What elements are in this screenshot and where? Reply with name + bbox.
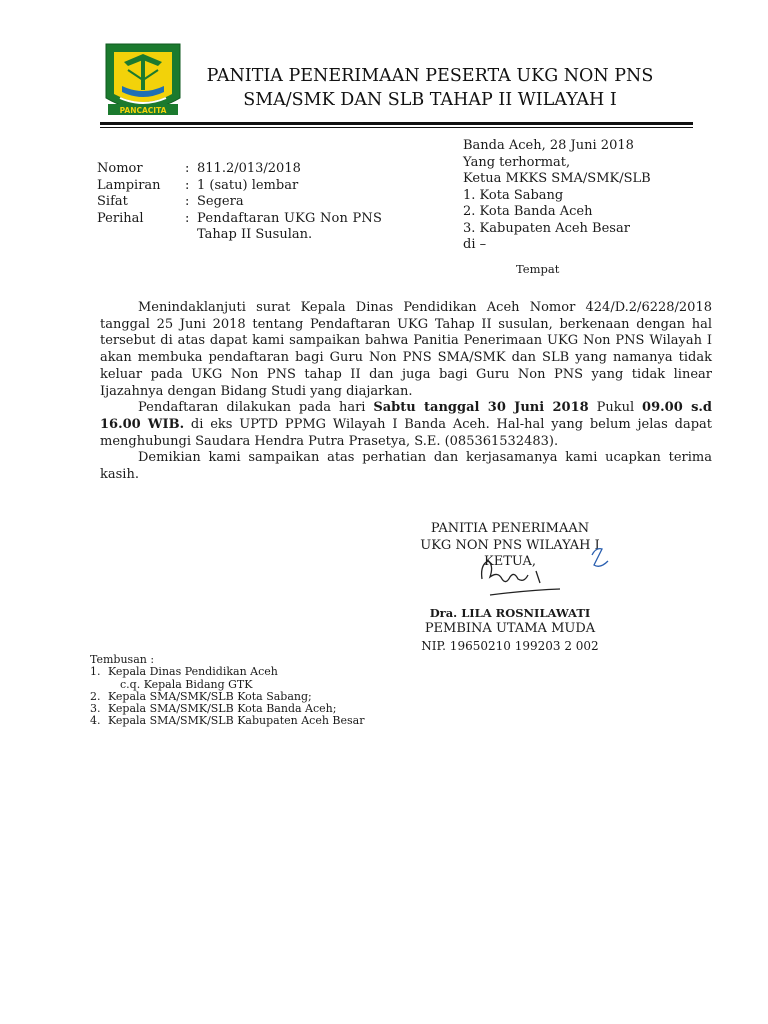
- body-p2-text: Pendaftaran dilakukan pada hari: [138, 400, 374, 416]
- copies-item-number: 4.: [90, 714, 101, 728]
- recipient-item: 2. Kota Banda Aceh: [463, 204, 593, 219]
- copies-item-number: 2.: [90, 689, 101, 703]
- copies-item-text: Kepala Dinas Pendidikan Aceh: [108, 665, 278, 679]
- copies-item: [90, 715, 364, 727]
- meta-separator: :: [185, 161, 190, 176]
- meta-lampiran-label: Lampiran: [97, 177, 161, 193]
- letterhead-rule-thin: [100, 127, 693, 128]
- meta-lampiran-value: 1 (satu) lembar: [197, 177, 299, 193]
- meta-perihal-label: Perihal: [97, 210, 144, 226]
- meta-separator: :: [185, 210, 190, 226]
- copies-item-text: Kepala SMA/SMK/SLB Kabupaten Aceh Besar: [108, 714, 365, 728]
- body-paragraph-3: Demikian kami sampaikan atas perhatian dan kerjasamanya kami ucapkan terima kasih.: [100, 450, 712, 483]
- signatory-nip: NIP. 19650210 199203 2 002: [421, 638, 599, 653]
- signatory-rank: PEMBINA UTAMA MUDA: [424, 621, 596, 636]
- meta-nomor: [97, 161, 382, 178]
- letter-meta: [97, 161, 382, 244]
- copies-list: [90, 654, 364, 728]
- handwritten-signature: [470, 535, 630, 610]
- body-p2-date: Sabtu tanggal 30 Juni 2018: [373, 400, 589, 416]
- letterhead-title: [170, 64, 690, 112]
- copies-item-number: 1.: [90, 665, 101, 679]
- letterhead-rule-thick: [100, 122, 693, 125]
- meta-sifat: [97, 194, 382, 211]
- salutation: Yang terhormat,: [463, 154, 571, 170]
- signature-line2: UKG NON PNS WILAYAH I: [420, 537, 600, 553]
- body-paragraph-2: [100, 400, 712, 450]
- copies-item-text: Kepala SMA/SMK/SLB Kota Banda Aceh;: [108, 702, 337, 716]
- recipient-item: 1. Kota Sabang: [463, 187, 564, 203]
- body-p2-time: 09.00 s.d 16.00 WIB.: [100, 400, 713, 432]
- copies-item: [90, 666, 364, 678]
- recipient-place: Tempat: [516, 262, 560, 276]
- copies-item-text: Kepala SMA/SMK/SLB Kota Sabang;: [108, 689, 312, 703]
- letter-date: Banda Aceh, 28 Juni 2018: [463, 138, 634, 153]
- recipient-title: Ketua MKKS SMA/SMK/SLB: [463, 171, 651, 186]
- meta-perihal-value: Pendaftaran UKG Non PNS: [197, 210, 383, 226]
- logo-text: PANCACITA: [119, 106, 167, 115]
- meta-perihal-value-cont: Tahap II Susulan.: [197, 227, 313, 242]
- meta-nomor-value: 811.2/013/2018: [197, 161, 301, 176]
- copies-heading: Tembusan :: [90, 653, 155, 666]
- letterhead-title-line2: SMA/SMK DAN SLB TAHAP II WILAYAH I: [243, 90, 617, 110]
- recipient-item: 3. Kabupaten Aceh Besar: [463, 220, 630, 236]
- body-paragraph-1: Menindaklanjuti surat Kepala Dinas Pendidikan Aceh Nomor 424/D.2/6228/2018 tanggal 25 Juni 2018 tentang Pendaftaran UKG Tahap II susulan, berkenaan dengan hal tersebut di atas dapat kami sampaikan bahwa Panitia Penerimaan UKG Non PNS Wilayah I akan membuka pendaftaran bagi Guru Non PNS SMA/SMK dan SLB yang namanya tidak keluar pada UKG Non PNS tahap II dan juga bagi Guru Non PNS yang tidak linear Ijazahnya dengan Bidang Studi yang diajarkan.: [100, 300, 712, 399]
- meta-lampiran: [97, 178, 382, 195]
- signatory-name: Dra. LILA ROSNILAWATI: [429, 605, 591, 620]
- copies-item-sub: c.q. Kepala Bidang GTK: [120, 677, 253, 691]
- meta-sifat-label: Sifat: [97, 194, 128, 209]
- letterhead-title-line1: PANITIA PENERIMAAN PESERTA UKG NON PNS: [206, 66, 654, 86]
- meta-separator: :: [185, 194, 190, 209]
- recipient-di: di –: [463, 237, 487, 252]
- body-p2-text: Pukul: [588, 400, 643, 416]
- signature-line1: PANITIA PENERIMAAN: [430, 521, 590, 536]
- meta-nomor-label: Nomor: [97, 161, 143, 176]
- meta-separator: :: [185, 177, 190, 193]
- copies-item-number: 3.: [90, 702, 101, 716]
- meta-sifat-value: Segera: [197, 194, 244, 209]
- letter-body: [100, 300, 712, 484]
- signature-line3: KETUA,: [484, 554, 536, 569]
- body-p2-text: di eks UPTD PPMG Wilayah I Banda Aceh. Hal-hal yang belum jelas dapat menghubungi Saudara Hendra Putra Prasetya, S.E. (085361532483).: [100, 416, 712, 449]
- recipient-address: [463, 138, 651, 254]
- meta-perihal: [97, 211, 382, 228]
